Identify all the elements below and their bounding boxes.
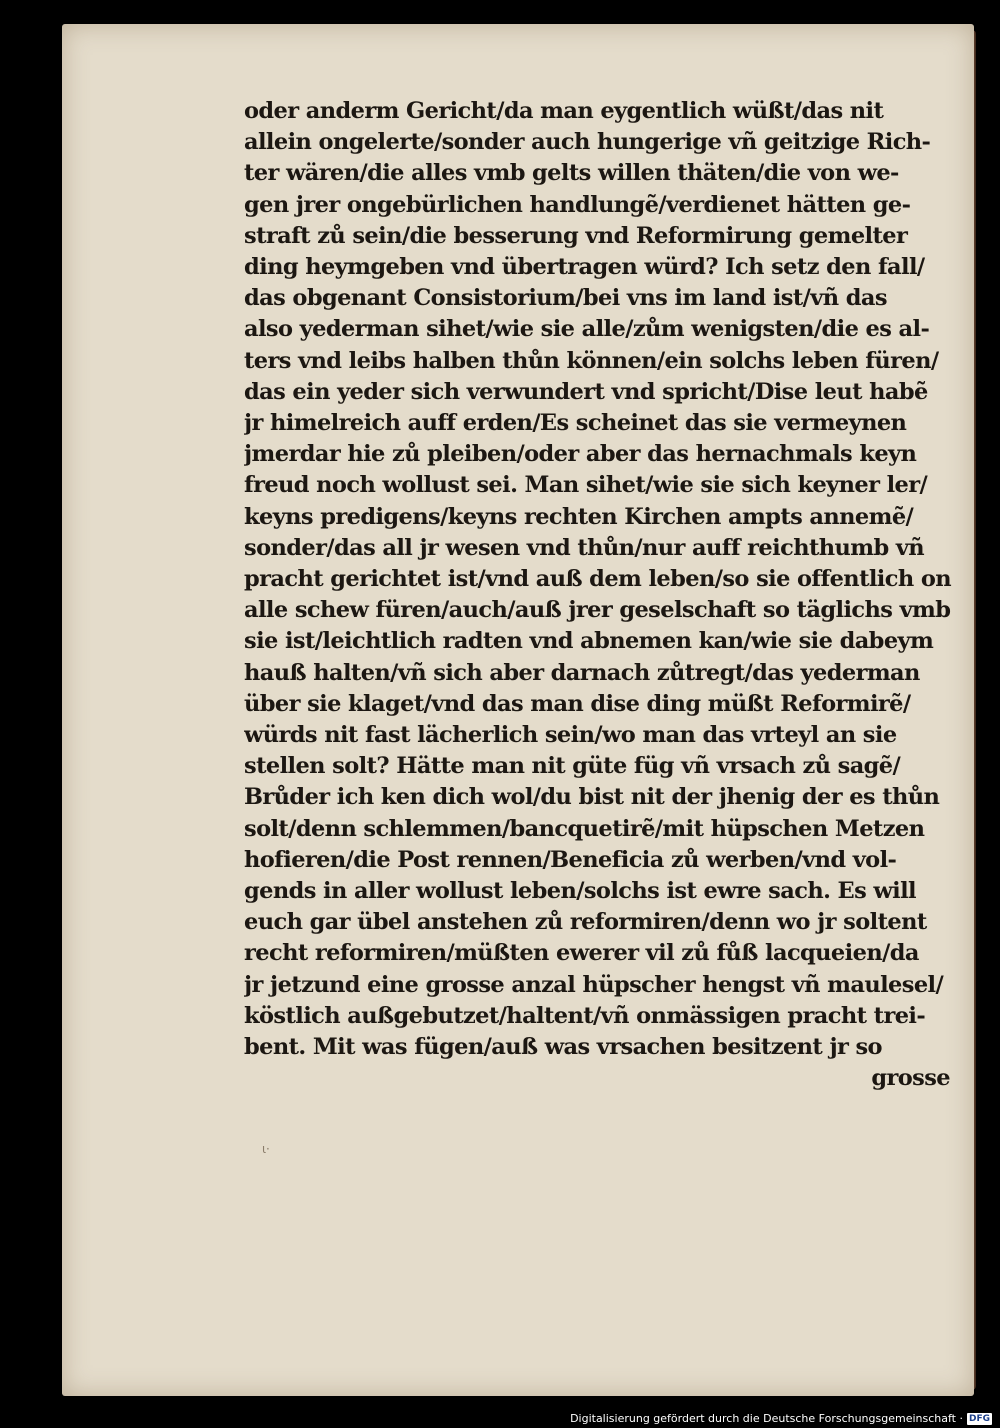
text-line: jmerdar hie zů pleiben/oder aber das hernachmals keyn	[244, 441, 917, 468]
text-line: sie ist/leichtlich radten vnd abnemen kan/wie sie dabeym	[244, 628, 934, 655]
text-line: bent. Mit was fügen/auß was vrsachen besitzent jr so	[244, 1034, 882, 1061]
text-line: allein ongelerte/sonder auch hungerige vñ geitzige Rich-	[244, 129, 931, 156]
text-line: alle schew füren/auch/auß jrer geselschaft so täglichs vmb	[244, 597, 951, 624]
footer-text: Digitalisierung gefördert durch die Deutsche Forschungsgemeinschaft ·	[570, 1412, 963, 1425]
text-line: freud noch wollust sei. Man sihet/wie sie sich keyner ler/	[244, 472, 928, 499]
text-line: hauß halten/vñ sich aber darnach zůtregt/das yederman	[244, 659, 920, 686]
text-line: Brůder ich ken dich wol/du bist nit der jhenig der es thůn	[244, 784, 940, 811]
text-line: das obgenant Consistorium/bei vns im land ist/vñ das	[244, 285, 887, 312]
text-line: sonder/das all jr wesen vnd thůn/nur auff reichthumb vñ	[244, 534, 925, 561]
text-line: ding heymgeben vnd übertragen würd? Ich setz den fall/	[244, 254, 925, 281]
catchword: grosse	[871, 1065, 950, 1092]
text-line: keyns predigens/keyns rechten Kirchen ampts annemẽ/	[244, 503, 914, 530]
text-line: köstlich außgebutzet/haltent/vñ onmässigen pracht trei-	[244, 1002, 926, 1029]
text-block	[244, 96, 956, 1095]
text-line: ter wären/die alles vmb gelts willen thäten/die von we-	[244, 160, 899, 187]
footer-credit	[570, 1412, 992, 1425]
text-line: das ein yeder sich verwundert vnd spricht/Dise leut habẽ	[244, 378, 928, 405]
text-line: also yederman sihet/wie sie alle/zům wenigsten/die es al-	[244, 316, 930, 343]
text-line: straft zů sein/die besserung vnd Reformirung gemelter	[244, 222, 908, 249]
text-line: stellen solt? Hätte man nit güte füg vñ vrsach zů sagẽ/	[244, 753, 901, 780]
text-line: über sie klaget/vnd das man dise ding müßt Reformirẽ/	[244, 690, 911, 717]
text-line: jr himelreich auff erden/Es scheinet das sie vermeynen	[244, 410, 907, 437]
text-line: würds nit fast lächerlich sein/wo man das vrteyl an sie	[244, 722, 897, 749]
text-line: gends in aller wollust leben/solchs ist ewre sach. Es will	[244, 878, 917, 905]
text-line: recht reformiren/müßten ewerer vil zů fůß lacqueien/da	[244, 940, 919, 967]
ink-smudge: ι·	[262, 1142, 270, 1156]
text-line: euch gar übel anstehen zů reformiren/denn wo jr soltent	[244, 909, 927, 936]
text-line: jr jetzund eine grosse anzal hüpscher hengst vñ maulesel/	[244, 971, 944, 998]
text-line: gen jrer ongebürlichen handlungẽ/verdienet hätten ge-	[244, 191, 911, 218]
text-line: ters vnd leibs halben thůn können/ein solchs leben füren/	[244, 347, 939, 374]
text-line: solt/denn schlemmen/bancquetirẽ/mit hüpschen Metzen	[244, 815, 925, 842]
dfg-logo-icon: DFG	[968, 1413, 990, 1424]
text-line: pracht gerichtet ist/vnd auß dem leben/so sie offentlich on	[244, 566, 952, 593]
text-line: oder anderm Gericht/da man eygentlich wüßt/das nit	[244, 98, 884, 124]
text-line: hofieren/die Post rennen/Beneficia zů werben/vnd vol-	[244, 846, 897, 873]
